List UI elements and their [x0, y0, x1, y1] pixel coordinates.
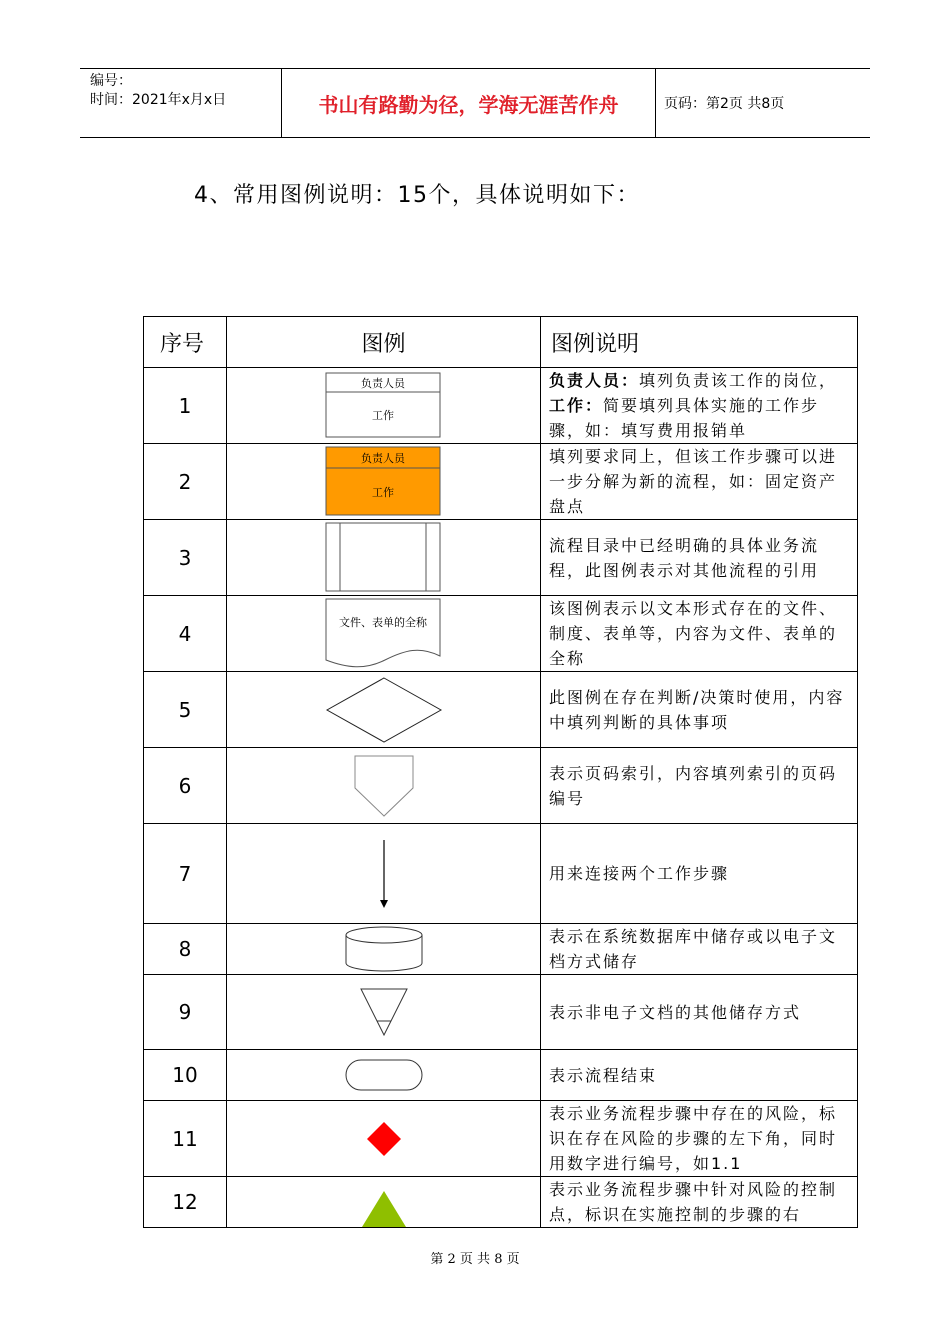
description-cell: 流程目录中已经明确的具体业务流程，此图例表示对其他流程的引用	[541, 520, 858, 596]
predefined-process-icon	[325, 522, 443, 594]
offline-storage-icon	[359, 987, 409, 1037]
role-task-box-icon	[325, 372, 443, 440]
header-meta	[80, 69, 280, 137]
term-task: 工作：	[549, 396, 604, 415]
row-number: 12	[144, 1177, 227, 1228]
header-page-info: 页码：第2页 共8页	[664, 96, 785, 112]
row-number: 4	[144, 596, 227, 672]
row-number: 11	[144, 1101, 227, 1177]
figure-cell	[227, 975, 541, 1050]
description-cell: 表示非电子文档的其他储存方式	[541, 975, 858, 1050]
page-header	[80, 68, 870, 138]
description-cell: 表示流程结束	[541, 1050, 858, 1101]
col-header-figure: 图例	[227, 317, 541, 368]
time-label: 时间：2021年x月x日	[90, 92, 227, 108]
figure-cell	[227, 596, 541, 672]
row-number: 1	[144, 368, 227, 444]
arrow-down-icon	[374, 838, 394, 910]
page-reference-icon	[353, 754, 415, 818]
table-row	[144, 1050, 858, 1101]
row-number: 7	[144, 824, 227, 924]
table-row	[144, 924, 858, 975]
table-row	[144, 520, 858, 596]
row-number: 8	[144, 924, 227, 975]
legend-table	[143, 316, 858, 1228]
term-role: 负责人员：	[549, 371, 640, 390]
database-icon	[344, 925, 424, 973]
col-header-no: 序号	[144, 317, 227, 368]
subprocess-box-icon	[325, 446, 443, 518]
description-cell: 表示业务流程步骤中针对风险的控制点，标识在实施控制的步骤的右	[541, 1177, 858, 1228]
row-number: 9	[144, 975, 227, 1050]
decision-diamond-icon	[325, 676, 443, 744]
table-row	[144, 1101, 858, 1177]
row-number: 2	[144, 444, 227, 520]
col-header-desc: 图例说明	[541, 317, 858, 368]
table-row	[144, 672, 858, 748]
figure-cell	[227, 444, 541, 520]
description-cell: 负责人员：填列负责该工作的岗位，工作：简要填列具体实施的工作步骤，如：填写费用报销单	[541, 368, 858, 444]
figure-label-task: 工作	[371, 485, 394, 499]
page-footer: 第 2 页 共 8 页	[430, 1252, 520, 1267]
figure-label-document: 文件、表单的全称	[338, 615, 427, 629]
description-cell: 表示页码索引，内容填列索引的页码编号	[541, 748, 858, 824]
table-row	[144, 596, 858, 672]
document-icon	[325, 598, 443, 670]
figure-cell	[227, 520, 541, 596]
table-row	[144, 824, 858, 924]
figure-cell	[227, 1177, 541, 1228]
figure-label-task: 工作	[371, 408, 394, 422]
terminator-icon	[344, 1058, 424, 1092]
description-cell: 表示业务流程步骤中存在的风险，标识在存在风险的步骤的左下角，同时用数字进行编号，如1.1	[541, 1101, 858, 1177]
figure-label-role: 负责人员	[360, 451, 405, 465]
table-header-row	[144, 317, 858, 368]
description-cell: 填列要求同上，但该工作步骤可以进一步分解为新的流程，如：固定资产盘点	[541, 444, 858, 520]
table-row	[144, 368, 858, 444]
number-label: 编号：	[90, 73, 132, 89]
row-number: 10	[144, 1050, 227, 1101]
figure-cell	[227, 748, 541, 824]
row-number: 3	[144, 520, 227, 596]
figure-label-role: 负责人员	[360, 376, 405, 390]
description-cell: 表示在系统数据库中储存或以电子文档方式储存	[541, 924, 858, 975]
description-cell: 此图例在存在判断/决策时使用，内容中填列判断的具体事项	[541, 672, 858, 748]
figure-cell	[227, 1101, 541, 1177]
description-cell: 用来连接两个工作步骤	[541, 824, 858, 924]
table-row	[144, 748, 858, 824]
row-number: 6	[144, 748, 227, 824]
description-cell: 该图例表示以文本形式存在的文件、制度、表单等，内容为文件、表单的全称	[541, 596, 858, 672]
risk-diamond-icon	[366, 1121, 402, 1157]
table-row	[144, 975, 858, 1050]
control-triangle-icon	[360, 1189, 408, 1227]
figure-cell	[227, 672, 541, 748]
row-number: 5	[144, 672, 227, 748]
figure-cell	[227, 368, 541, 444]
header-motto: 书山有路勤为径，学海无涯苦作舟	[281, 69, 656, 137]
figure-cell	[227, 824, 541, 924]
table-row	[144, 1177, 858, 1228]
figure-cell	[227, 924, 541, 975]
table-row	[144, 444, 858, 520]
figure-cell	[227, 1050, 541, 1101]
section-heading: 4、常用图例说明：15个，具体说明如下：	[194, 183, 640, 208]
